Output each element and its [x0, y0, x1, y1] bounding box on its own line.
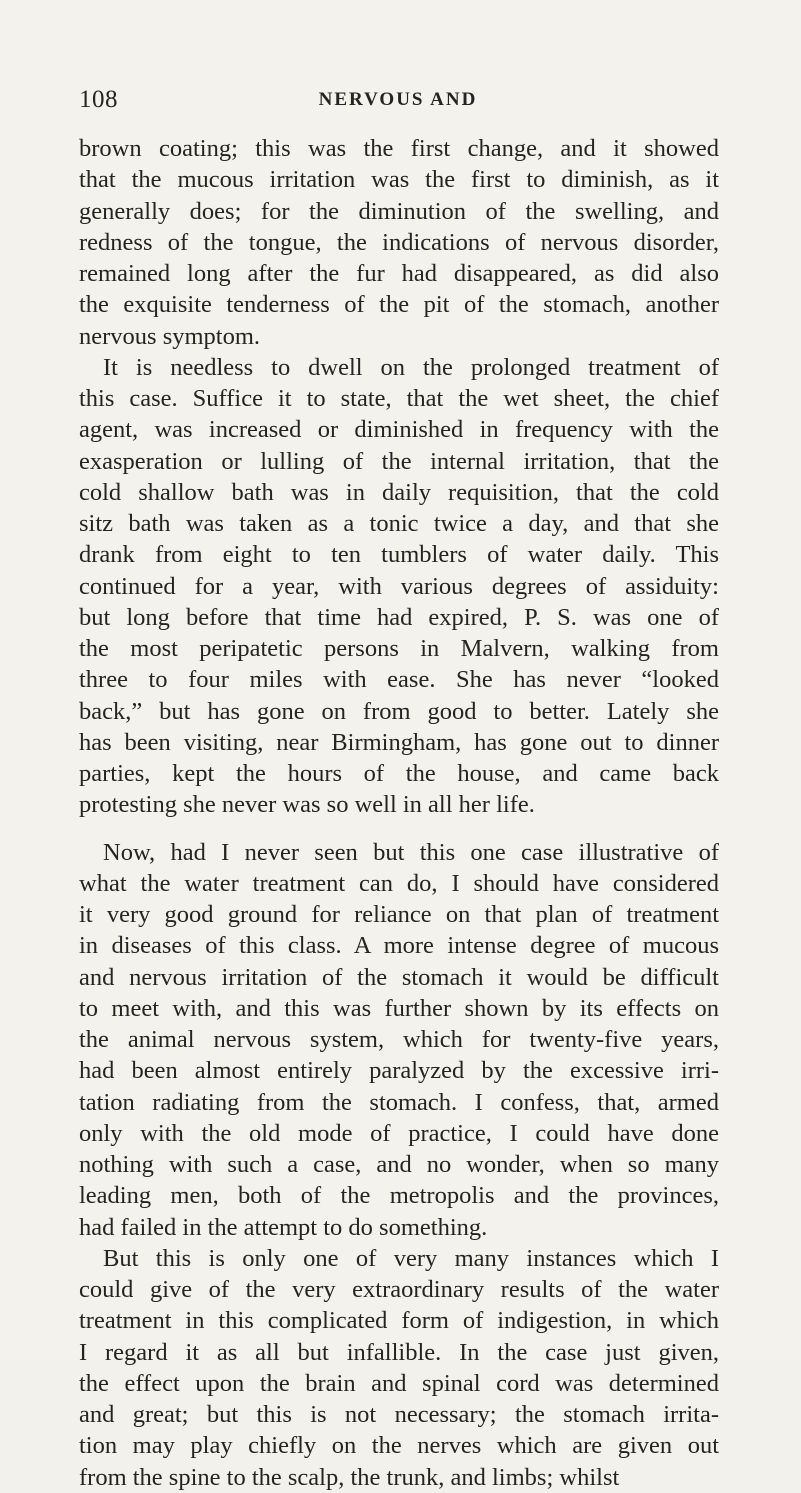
text-line: generally does; for the diminution of the swelling, and	[79, 197, 719, 225]
paragraph	[79, 352, 719, 821]
text-line: It is needless to dwell on the prolonged treatment of	[103, 353, 719, 381]
text-line: remained long after the fur had disappeared, as did also	[79, 260, 719, 287]
text-line: had been almost entirely paralyzed by the excessive irri-	[79, 1057, 719, 1085]
text-line: this case. Suffice it to state, that the wet sheet, the chief	[79, 385, 719, 412]
text-line: treatment in this complicated form of indigestion, in which	[79, 1307, 719, 1335]
text-line: and great; but this is not necessary; the stomach irrita-	[79, 1401, 719, 1428]
text-line: back,” but has gone on from good to better. Lately she	[79, 697, 719, 725]
text-line: had failed in the attempt to do something.	[79, 1213, 488, 1241]
text-line: nervous symptom.	[79, 322, 261, 350]
text-line: could give of the very extraordinary results of the water	[79, 1276, 719, 1303]
body-text	[79, 133, 719, 1493]
text-line: but long before that time had expired, P. S. was one of	[79, 603, 719, 631]
text-line: I regard it as all but infallible. In the case just given,	[79, 1338, 719, 1366]
running-head: NERVOUS AND	[318, 89, 478, 110]
text-line: three to four miles with ease. She has never “looked	[79, 666, 719, 694]
page-number: 108	[79, 86, 118, 113]
text-line: from the spine to the scalp, the trunk, and limbs; whilst	[79, 1463, 620, 1491]
text-line: only with the old mode of practice, I could have done	[79, 1119, 719, 1147]
text-line: tion may play chiefly on the nerves which are given out	[79, 1432, 719, 1460]
text-line: sitz bath was taken as a tonic twice a day, and that she	[79, 510, 719, 537]
text-line: it very good ground for reliance on that plan of treatment	[79, 901, 719, 928]
text-line: and nervous irritation of the stomach it would be difficult	[79, 963, 719, 991]
text-line: protesting she never was so well in all her life.	[79, 791, 535, 819]
text-line: nothing with such a case, and no wonder, when so many	[79, 1151, 719, 1178]
text-line: in diseases of this class. A more intense degree of mucous	[79, 932, 719, 960]
text-line: agent, was increased or diminished in frequency with the	[79, 416, 719, 444]
text-line: the animal nervous system, which for twenty-five years,	[79, 1026, 719, 1053]
text-line: has been visiting, near Birmingham, has gone out to dinner	[79, 728, 719, 756]
text-line: But this is only one of very many instances which I	[103, 1244, 719, 1272]
text-line: drank from eight to ten tumblers of water daily. This	[79, 541, 719, 569]
text-line: what the water treatment can do, I should have considered	[79, 869, 719, 897]
paragraph	[79, 837, 719, 1243]
text-line: parties, kept the hours of the house, and came back	[79, 760, 719, 787]
text-line: Now, had I never seen but this one case illustrative of	[103, 838, 719, 866]
text-line: that the mucous irritation was the first to diminish, as it	[79, 166, 719, 194]
text-line: continued for a year, with various degrees of assiduity:	[79, 572, 719, 600]
text-line: redness of the tongue, the indications of nervous disorder,	[79, 228, 719, 256]
page-header	[79, 86, 717, 116]
text-line: leading men, both of the metropolis and the provinces,	[79, 1182, 719, 1210]
text-line: cold shallow bath was in daily requisition, that the cold	[79, 478, 719, 506]
text-line: the most peripatetic persons in Malvern, walking from	[79, 635, 719, 662]
text-line: the exquisite tenderness of the pit of the stomach, another	[79, 291, 719, 319]
paragraph	[79, 133, 719, 352]
text-line: the effect upon the brain and spinal cord was determined	[79, 1369, 719, 1397]
text-line: exasperation or lulling of the internal irritation, that the	[79, 447, 719, 475]
paragraph	[79, 1243, 719, 1493]
text-line: to meet with, and this was further shown by its effects on	[79, 994, 719, 1022]
text-line: tation radiating from the stomach. I confess, that, armed	[79, 1088, 719, 1116]
paragraph-gap	[79, 821, 719, 837]
text-line: brown coating; this was the first change, and it showed	[79, 135, 719, 162]
